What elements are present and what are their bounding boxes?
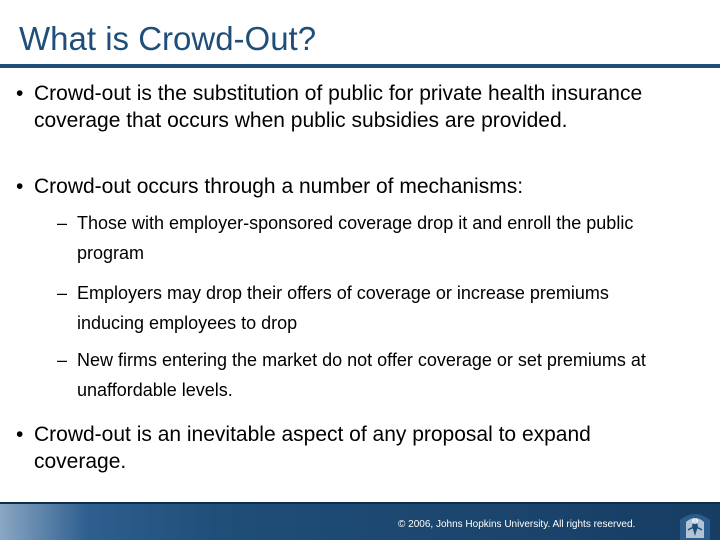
slide-title: What is Crowd-Out? [19, 20, 317, 57]
sub-bullet-marker: – [57, 350, 68, 370]
copyright-text: © 2006, Johns Hopkins University. All rights reserved. [398, 519, 636, 530]
bullet-marker: • [16, 82, 24, 105]
sub-bullet-item [57, 345, 677, 405]
sub-bullet-item [57, 278, 677, 338]
bullet-marker: • [16, 423, 24, 446]
sub-bullet-text: New firms entering the market do not offer coverage or set premiums at unaffordable levels. [77, 350, 646, 400]
bullet-text: Crowd-out is an inevitable aspect of any proposal to expand coverage. [34, 423, 591, 473]
sub-bullet-marker: – [57, 213, 68, 233]
sub-bullet-item [57, 208, 677, 268]
university-seal-icon [670, 502, 720, 540]
title-divider [0, 64, 720, 68]
bullet-text: Crowd-out occurs through a number of mechanisms: [34, 175, 524, 198]
footer-divider [0, 502, 720, 504]
bullet-text: Crowd-out is the substitution of public for private health insurance coverage that occurs when public subsidies are provided. [34, 82, 643, 132]
sub-bullet-text: Those with employer-sponsored coverage drop it and enroll the public program [77, 213, 634, 263]
bullet-item [16, 173, 666, 200]
bullet-marker: • [16, 175, 24, 198]
bullet-item [16, 421, 666, 475]
sub-bullet-text: Employers may drop their offers of coverage or increase premiums inducing employees to drop [77, 283, 609, 333]
sub-bullet-marker: – [57, 283, 68, 303]
bullet-item [16, 80, 666, 134]
